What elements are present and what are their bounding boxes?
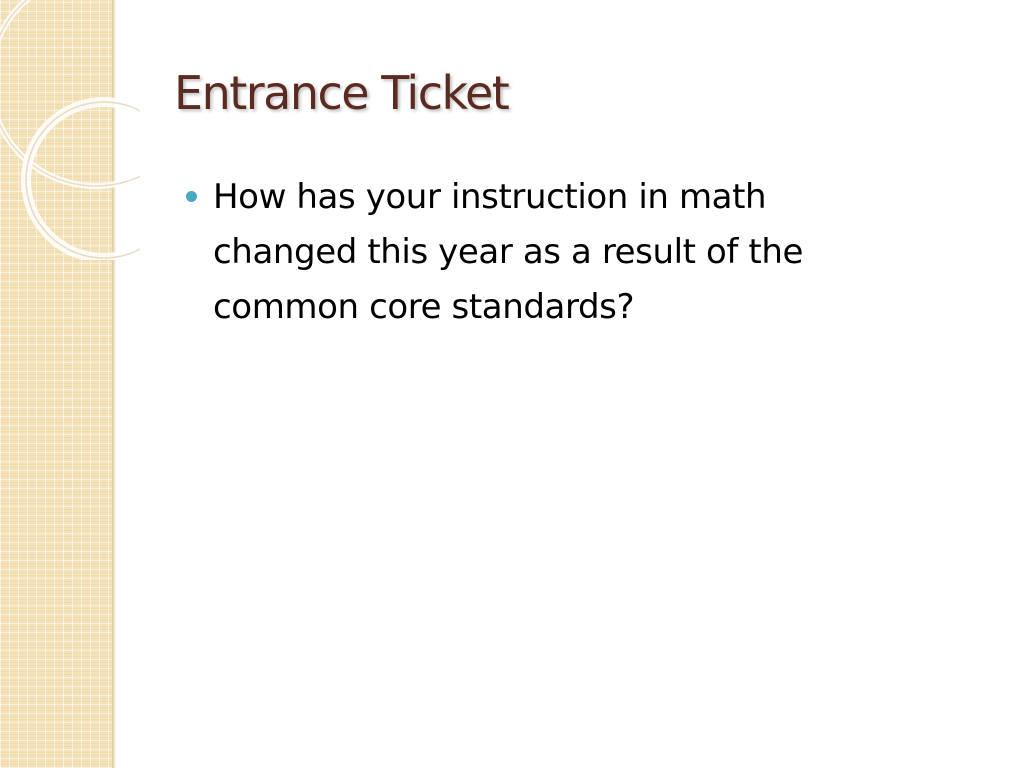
bullet-list [186, 170, 906, 335]
bullet-item [186, 170, 906, 335]
decorative-rings-icon [0, 0, 140, 260]
bullet-text: How has your instruction in math changed this year as a result of the common core standards? [213, 177, 803, 327]
bullet-marker-icon [186, 191, 197, 202]
slide-title: Entrance Ticket [174, 66, 509, 120]
